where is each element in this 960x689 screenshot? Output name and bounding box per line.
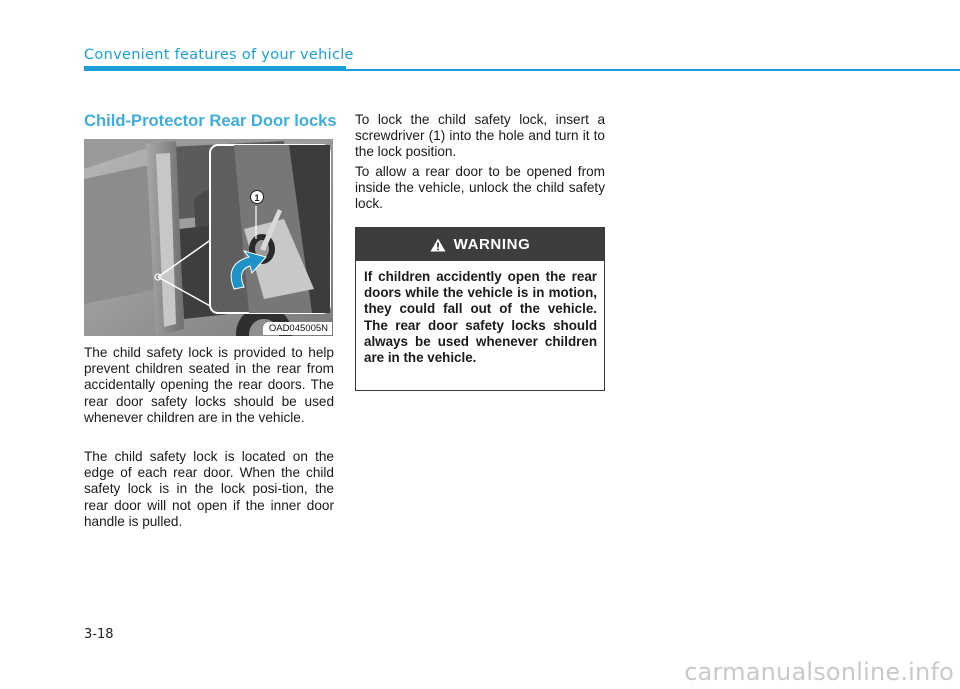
section-title: Child-Protector Rear Door locks <box>84 111 337 130</box>
lock-detail-inset <box>210 145 330 313</box>
body-paragraph: The child safety lock is located on the edge of each rear door. When the child safety lock is in the lock posi-tion, the rear door will not open if the inner door handle is pulled. <box>84 449 334 529</box>
warning-title: WARNING <box>453 236 531 253</box>
figure-code: OAD045005N <box>263 322 332 335</box>
warning-text: If children accidently open the rear doors while the vehicle is in motion, they could fall out of the vehicle. The rear door safety locks should always be used whenever children are in the vehicle. <box>364 269 597 366</box>
page-number: 3-18 <box>84 627 114 642</box>
body-paragraph: The child safety lock is provided to help prevent children seated in the rear from accidentally opening the rear doors. The rear door safety locks should be used whenever children are in the vehicle. <box>84 345 334 425</box>
body-paragraph: To lock the child safety lock, insert a screwdriver (1) into the hole and turn it to the lock position. <box>355 112 605 160</box>
warning-triangle-icon <box>430 238 446 252</box>
watermark: carmanualsonline.info <box>684 658 954 686</box>
child-lock-illustration <box>84 139 333 336</box>
car-door-drawing <box>84 139 333 336</box>
header-rule-thick <box>84 66 346 71</box>
warning-header <box>356 228 604 261</box>
header-rule-thin <box>346 69 960 71</box>
header-section-title: Convenient features of your vehicle <box>84 47 354 63</box>
body-paragraph: To allow a rear door to be opened from inside the vehicle, unlock the child safety lock. <box>355 164 605 212</box>
callout-number: 1 <box>254 193 260 203</box>
warning-box <box>355 227 605 391</box>
